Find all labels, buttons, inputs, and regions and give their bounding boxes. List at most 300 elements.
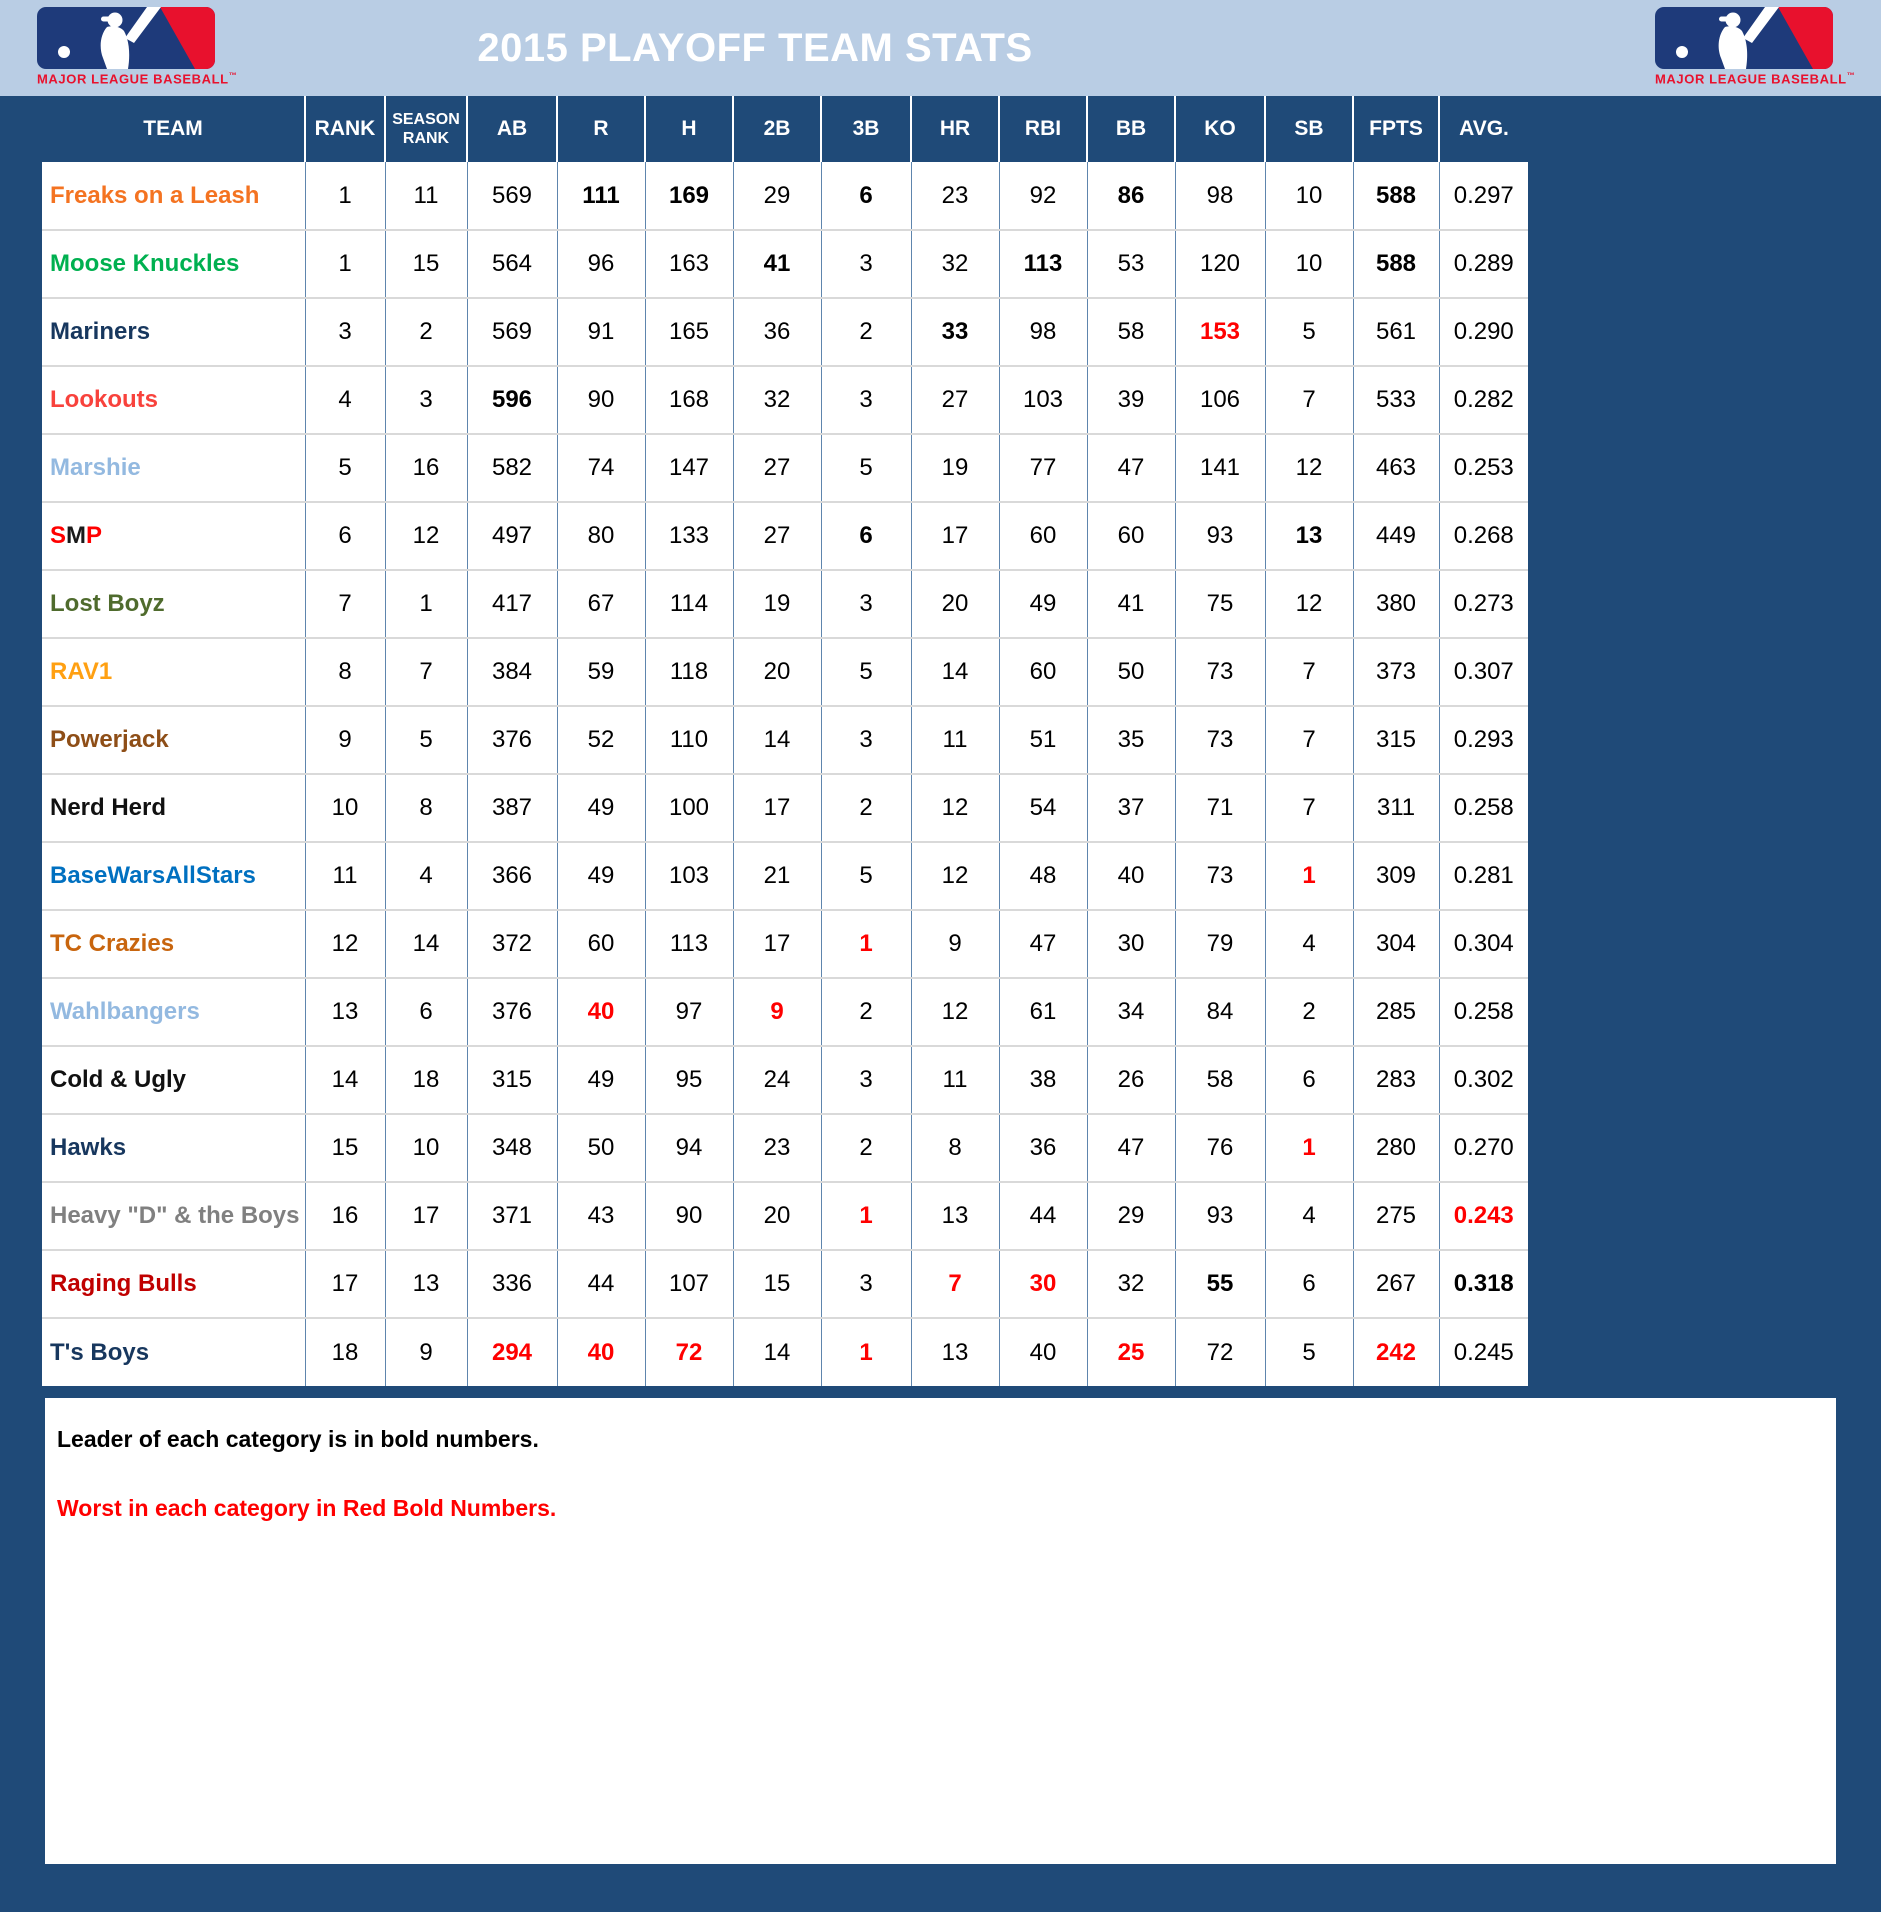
stat-fpts: 315	[1353, 706, 1439, 774]
team-row-16	[42, 1182, 1528, 1250]
stat-rbi: 30	[999, 1250, 1087, 1318]
stat-x2b: 36	[733, 298, 821, 366]
team-row-7	[42, 570, 1528, 638]
stat-bb: 86	[1087, 162, 1175, 230]
stat-ab: 384	[467, 638, 557, 706]
stat-avg: 0.290	[1439, 298, 1528, 366]
stat-ko: 71	[1175, 774, 1265, 842]
stat-h: 133	[645, 502, 733, 570]
team-name: Mariners	[42, 298, 305, 366]
stat-r: 52	[557, 706, 645, 774]
stat-rbi: 113	[999, 230, 1087, 298]
stat-rank: 1	[305, 162, 385, 230]
stat-avg: 0.307	[1439, 638, 1528, 706]
stat-rank: 11	[305, 842, 385, 910]
stat-fpts: 561	[1353, 298, 1439, 366]
stat-hr: 14	[911, 638, 999, 706]
stat-season: 11	[385, 162, 467, 230]
stat-x3b: 1	[821, 1318, 911, 1386]
legend-leader-note: Leader of each category is in bold numbers.	[57, 1426, 539, 1452]
team-row-13	[42, 978, 1528, 1046]
stat-rank: 12	[305, 910, 385, 978]
stat-hr: 12	[911, 842, 999, 910]
stat-ko: 141	[1175, 434, 1265, 502]
mlb-wordmark: MAJOR LEAGUE BASEBALL™	[37, 71, 238, 87]
team-name: T's Boys	[42, 1318, 305, 1386]
stat-x3b: 3	[821, 230, 911, 298]
stat-bb: 47	[1087, 1114, 1175, 1182]
stat-r: 67	[557, 570, 645, 638]
stat-avg: 0.318	[1439, 1250, 1528, 1318]
stat-x2b: 9	[733, 978, 821, 1046]
stat-bb: 35	[1087, 706, 1175, 774]
team-row-12	[42, 910, 1528, 978]
stat-ko: 58	[1175, 1046, 1265, 1114]
team-row-6	[42, 502, 1528, 570]
stat-rbi: 48	[999, 842, 1087, 910]
mlb-wordmark: MAJOR LEAGUE BASEBALL™	[1655, 71, 1856, 87]
team-name: BaseWarsAllStars	[42, 842, 305, 910]
stat-x3b: 3	[821, 1250, 911, 1318]
team-name: RAV1	[42, 638, 305, 706]
stat-rbi: 60	[999, 638, 1087, 706]
team-row-10	[42, 774, 1528, 842]
stat-rbi: 51	[999, 706, 1087, 774]
stat-h: 118	[645, 638, 733, 706]
stat-ab: 371	[467, 1182, 557, 1250]
stat-x3b: 3	[821, 1046, 911, 1114]
stat-rank: 3	[305, 298, 385, 366]
column-header-rbi: RBI	[999, 96, 1087, 162]
stat-avg: 0.258	[1439, 978, 1528, 1046]
stat-bb: 26	[1087, 1046, 1175, 1114]
stat-r: 111	[557, 162, 645, 230]
stat-avg: 0.273	[1439, 570, 1528, 638]
stat-rank: 18	[305, 1318, 385, 1386]
stat-ab: 348	[467, 1114, 557, 1182]
stat-avg: 0.289	[1439, 230, 1528, 298]
stat-hr: 20	[911, 570, 999, 638]
stat-avg: 0.243	[1439, 1182, 1528, 1250]
stat-rbi: 44	[999, 1182, 1087, 1250]
stat-sb: 7	[1265, 366, 1353, 434]
stat-fpts: 309	[1353, 842, 1439, 910]
stat-hr: 12	[911, 978, 999, 1046]
stat-x3b: 2	[821, 774, 911, 842]
stat-rbi: 98	[999, 298, 1087, 366]
stat-ab: 294	[467, 1318, 557, 1386]
stat-rbi: 92	[999, 162, 1087, 230]
column-header-x2b: 2B	[733, 96, 821, 162]
stat-avg: 0.302	[1439, 1046, 1528, 1114]
stat-ab: 564	[467, 230, 557, 298]
stat-h: 95	[645, 1046, 733, 1114]
stat-x3b: 2	[821, 298, 911, 366]
team-name: TC Crazies	[42, 910, 305, 978]
stat-x2b: 23	[733, 1114, 821, 1182]
mlb-logo-icon	[1655, 7, 1833, 69]
stat-hr: 13	[911, 1318, 999, 1386]
stat-x3b: 2	[821, 978, 911, 1046]
team-name: Freaks on a Leash	[42, 162, 305, 230]
trademark-symbol: ™	[1846, 71, 1856, 80]
stat-fpts: 449	[1353, 502, 1439, 570]
stat-ab: 497	[467, 502, 557, 570]
table-body	[42, 162, 1528, 1386]
column-header-team: TEAM	[42, 96, 305, 162]
stat-h: 72	[645, 1318, 733, 1386]
stat-ab: 596	[467, 366, 557, 434]
stat-hr: 13	[911, 1182, 999, 1250]
stat-avg: 0.258	[1439, 774, 1528, 842]
stat-ko: 93	[1175, 502, 1265, 570]
stat-season: 15	[385, 230, 467, 298]
stat-ko: 153	[1175, 298, 1265, 366]
stat-ab: 582	[467, 434, 557, 502]
stat-fpts: 280	[1353, 1114, 1439, 1182]
stat-sb: 4	[1265, 910, 1353, 978]
stat-hr: 7	[911, 1250, 999, 1318]
team-name: Moose Knuckles	[42, 230, 305, 298]
column-header-bb: BB	[1087, 96, 1175, 162]
stat-h: 100	[645, 774, 733, 842]
stat-ab: 376	[467, 706, 557, 774]
stat-bb: 29	[1087, 1182, 1175, 1250]
stat-sb: 7	[1265, 638, 1353, 706]
stat-r: 50	[557, 1114, 645, 1182]
stat-ab: 569	[467, 162, 557, 230]
stat-season: 7	[385, 638, 467, 706]
stat-hr: 32	[911, 230, 999, 298]
stat-fpts: 373	[1353, 638, 1439, 706]
stat-ab: 387	[467, 774, 557, 842]
stat-hr: 9	[911, 910, 999, 978]
column-header-fpts: FPTS	[1353, 96, 1439, 162]
stat-bb: 34	[1087, 978, 1175, 1046]
stat-r: 59	[557, 638, 645, 706]
stat-avg: 0.297	[1439, 162, 1528, 230]
stat-sb: 12	[1265, 570, 1353, 638]
stat-sb: 12	[1265, 434, 1353, 502]
stat-season: 9	[385, 1318, 467, 1386]
stat-rank: 8	[305, 638, 385, 706]
stat-ab: 315	[467, 1046, 557, 1114]
stat-x2b: 41	[733, 230, 821, 298]
stat-x2b: 19	[733, 570, 821, 638]
top-band	[0, 0, 1881, 96]
stat-h: 147	[645, 434, 733, 502]
stat-rbi: 38	[999, 1046, 1087, 1114]
stat-hr: 33	[911, 298, 999, 366]
stat-ko: 98	[1175, 162, 1265, 230]
stat-r: 49	[557, 1046, 645, 1114]
stat-x2b: 20	[733, 638, 821, 706]
stat-season: 3	[385, 366, 467, 434]
stat-r: 40	[557, 1318, 645, 1386]
stat-rbi: 60	[999, 502, 1087, 570]
team-row-15	[42, 1114, 1528, 1182]
stat-fpts: 267	[1353, 1250, 1439, 1318]
stat-h: 114	[645, 570, 733, 638]
header-row	[42, 96, 1528, 162]
stat-r: 44	[557, 1250, 645, 1318]
stat-x3b: 6	[821, 502, 911, 570]
stat-sb: 10	[1265, 230, 1353, 298]
stat-bb: 60	[1087, 502, 1175, 570]
stat-sb: 6	[1265, 1250, 1353, 1318]
stat-sb: 7	[1265, 774, 1353, 842]
stat-sb: 1	[1265, 1114, 1353, 1182]
team-row-8	[42, 638, 1528, 706]
stat-x2b: 14	[733, 1318, 821, 1386]
stat-sb: 10	[1265, 162, 1353, 230]
team-row-17	[42, 1250, 1528, 1318]
stat-x2b: 21	[733, 842, 821, 910]
stat-r: 91	[557, 298, 645, 366]
team-name: SMP	[42, 502, 305, 570]
stat-x2b: 27	[733, 434, 821, 502]
stat-fpts: 275	[1353, 1182, 1439, 1250]
stats-table	[42, 96, 1528, 1386]
stat-fpts: 380	[1353, 570, 1439, 638]
column-header-x3b: 3B	[821, 96, 911, 162]
stat-ab: 366	[467, 842, 557, 910]
stat-ab: 372	[467, 910, 557, 978]
mlb-logo-right	[1655, 7, 1856, 87]
stat-rank: 4	[305, 366, 385, 434]
team-name: Lost Boyz	[42, 570, 305, 638]
stat-avg: 0.245	[1453, 1338, 1514, 1366]
stat-ko: 79	[1175, 910, 1265, 978]
team-row-9	[42, 706, 1528, 774]
stat-rbi: 103	[999, 366, 1087, 434]
stat-season: 2	[385, 298, 467, 366]
stat-hr: 19	[911, 434, 999, 502]
stat-x3b: 3	[821, 570, 911, 638]
stat-avg: 0.253	[1439, 434, 1528, 502]
legend-panel	[45, 1398, 1836, 1864]
stat-h: 165	[645, 298, 733, 366]
team-name: Powerjack	[42, 706, 305, 774]
stat-ko: 93	[1175, 1182, 1265, 1250]
stat-hr: 27	[911, 366, 999, 434]
stat-sb: 7	[1265, 706, 1353, 774]
stat-season: 6	[385, 978, 467, 1046]
stat-fpts: 283	[1353, 1046, 1439, 1114]
stat-ko: 106	[1175, 366, 1265, 434]
team-row-11	[42, 842, 1528, 910]
stat-r: 74	[557, 434, 645, 502]
stat-fpts: 588	[1353, 230, 1439, 298]
stat-r: 49	[557, 842, 645, 910]
team-name: Marshie	[42, 434, 305, 502]
stat-hr: 11	[911, 706, 999, 774]
stat-x3b: 1	[821, 1182, 911, 1250]
stat-h: 113	[645, 910, 733, 978]
team-row-3	[42, 298, 1528, 366]
stat-season: 13	[385, 1250, 467, 1318]
stat-x2b: 17	[733, 774, 821, 842]
stat-hr: 12	[911, 774, 999, 842]
team-row-1	[42, 162, 1528, 230]
stat-rank: 14	[305, 1046, 385, 1114]
stat-h: 110	[645, 706, 733, 774]
column-header-ko: KO	[1175, 96, 1265, 162]
stat-season: 16	[385, 434, 467, 502]
team-name: Lookouts	[42, 366, 305, 434]
column-header-hr: HR	[911, 96, 999, 162]
page-title: 2015 PLAYOFF TEAM STATS	[477, 26, 1033, 70]
stat-rbi: 61	[999, 978, 1087, 1046]
stat-ab: 417	[467, 570, 557, 638]
stat-sb: 5	[1265, 298, 1353, 366]
stat-r: 60	[557, 910, 645, 978]
stat-rbi: 49	[999, 570, 1087, 638]
stat-x2b: 24	[733, 1046, 821, 1114]
stat-x2b: 17	[733, 910, 821, 978]
stat-x3b: 3	[821, 706, 911, 774]
stat-avg: 0.282	[1439, 366, 1528, 434]
stat-ko: 76	[1175, 1114, 1265, 1182]
stat-sb: 1	[1265, 842, 1353, 910]
stat-season: 1	[385, 570, 467, 638]
stat-bb: 58	[1087, 298, 1175, 366]
team-name: Raging Bulls	[42, 1250, 305, 1318]
stat-h: 163	[645, 230, 733, 298]
column-header-rank: RANK	[305, 96, 385, 162]
stat-x2b: 20	[733, 1182, 821, 1250]
team-name: Cold & Ugly	[42, 1046, 305, 1114]
stat-sb: 6	[1265, 1046, 1353, 1114]
stat-hr: 23	[911, 162, 999, 230]
stat-rank: 9	[305, 706, 385, 774]
stat-h: 169	[645, 162, 733, 230]
stat-ko: 73	[1175, 638, 1265, 706]
stat-ko: 120	[1175, 230, 1265, 298]
stat-r: 80	[557, 502, 645, 570]
stat-bb: 37	[1087, 774, 1175, 842]
stat-x2b: 14	[733, 706, 821, 774]
stat-ab: 376	[467, 978, 557, 1046]
stat-r: 96	[557, 230, 645, 298]
stat-ko: 84	[1175, 978, 1265, 1046]
stat-hr: 17	[911, 502, 999, 570]
column-header-ab: AB	[467, 96, 557, 162]
stat-rbi: 77	[999, 434, 1087, 502]
team-row-14	[42, 1046, 1528, 1114]
stat-bb: 50	[1087, 638, 1175, 706]
stat-bb: 30	[1087, 910, 1175, 978]
trademark-symbol: ™	[228, 71, 238, 80]
stat-bb: 41	[1087, 570, 1175, 638]
stat-sb: 13	[1265, 502, 1353, 570]
stat-ab: 569	[467, 298, 557, 366]
stat-bb: 39	[1087, 366, 1175, 434]
stat-season: 8	[385, 774, 467, 842]
stat-rank: 6	[305, 502, 385, 570]
stat-avg: 0.270	[1439, 1114, 1528, 1182]
stat-x2b: 27	[733, 502, 821, 570]
stat-season: 5	[385, 706, 467, 774]
stat-fpts: 533	[1353, 366, 1439, 434]
stat-avg: 0.304	[1439, 910, 1528, 978]
stat-season: 10	[385, 1114, 467, 1182]
stat-season: 18	[385, 1046, 467, 1114]
stat-season: 14	[385, 910, 467, 978]
stat-season: 17	[385, 1182, 467, 1250]
team-name: Nerd Herd	[42, 774, 305, 842]
stat-r: 49	[557, 774, 645, 842]
legend-worst-note: Worst in each category in Red Bold Numbers.	[57, 1495, 557, 1521]
stat-rank: 13	[305, 978, 385, 1046]
stat-season: 4	[385, 842, 467, 910]
stat-x3b: 6	[821, 162, 911, 230]
stat-fpts: 588	[1353, 162, 1439, 230]
team-name: Wahlbangers	[42, 978, 305, 1046]
stat-ko: 75	[1175, 570, 1265, 638]
team-name: Hawks	[42, 1114, 305, 1182]
stat-sb: 5	[1265, 1318, 1353, 1386]
team-row-2	[42, 230, 1528, 298]
stat-rank: 7	[305, 570, 385, 638]
stat-bb: 53	[1087, 230, 1175, 298]
stat-hr: 8	[911, 1114, 999, 1182]
stat-fpts: 463	[1353, 434, 1439, 502]
stat-avg: 0.268	[1439, 502, 1528, 570]
column-header-sb: SB	[1265, 96, 1353, 162]
stat-x2b: 32	[733, 366, 821, 434]
stat-rank: 15	[305, 1114, 385, 1182]
stat-h: 168	[645, 366, 733, 434]
stat-hr: 11	[911, 1046, 999, 1114]
stat-ko: 55	[1175, 1250, 1265, 1318]
stat-x3b: 5	[821, 842, 911, 910]
stat-sb: 4	[1265, 1182, 1353, 1250]
column-header-h: H	[645, 96, 733, 162]
stat-h: 97	[645, 978, 733, 1046]
stat-h: 94	[645, 1114, 733, 1182]
stat-fpts: 242	[1353, 1318, 1439, 1386]
stat-x3b: 5	[821, 638, 911, 706]
column-header-r: R	[557, 96, 645, 162]
team-row-4	[42, 366, 1528, 434]
team-row-18	[42, 1318, 1528, 1386]
stat-h: 103	[645, 842, 733, 910]
stat-bb: 32	[1087, 1250, 1175, 1318]
team-row-5	[42, 434, 1528, 502]
stat-ko: 73	[1175, 842, 1265, 910]
stat-rbi: 36	[999, 1114, 1087, 1182]
stat-x3b: 5	[821, 434, 911, 502]
team-name: Heavy "D" & the Boys	[42, 1182, 305, 1250]
stat-rank: 17	[305, 1250, 385, 1318]
stat-ko: 73	[1175, 706, 1265, 774]
stat-ko: 72	[1175, 1318, 1265, 1386]
column-header-season: SEASON RANK	[385, 96, 467, 162]
stat-x3b: 3	[821, 366, 911, 434]
stat-avg: 0.293	[1439, 706, 1528, 774]
stat-fpts: 304	[1353, 910, 1439, 978]
stat-rbi: 54	[999, 774, 1087, 842]
stat-bb: 25	[1087, 1318, 1175, 1386]
stat-season: 12	[385, 502, 467, 570]
stat-x3b: 2	[821, 1114, 911, 1182]
stat-x2b: 15	[733, 1250, 821, 1318]
stat-rank: 16	[305, 1182, 385, 1250]
stat-ab: 336	[467, 1250, 557, 1318]
stat-fpts: 311	[1353, 774, 1439, 842]
stat-rank: 1	[305, 230, 385, 298]
